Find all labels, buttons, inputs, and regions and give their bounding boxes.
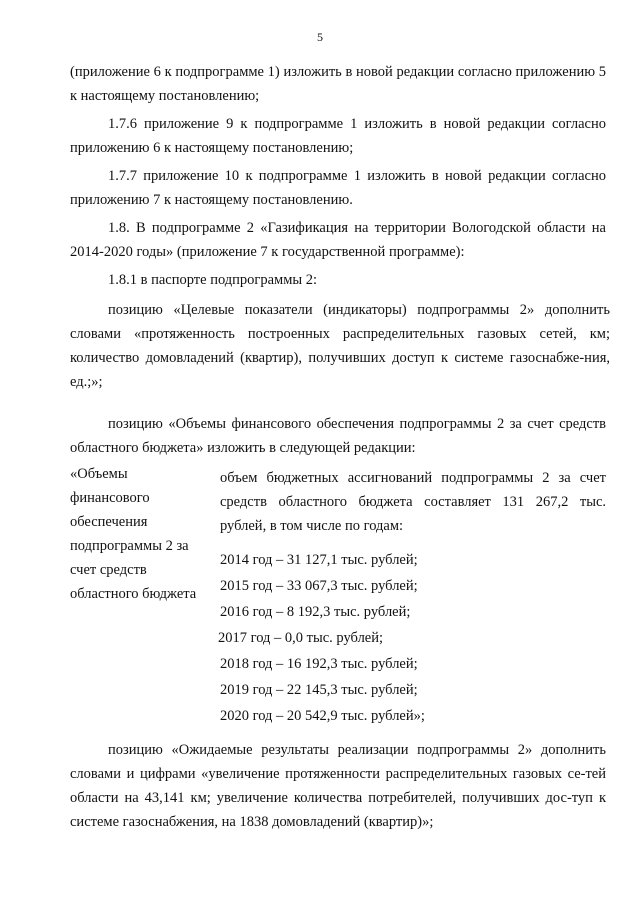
year-row: 2017 год – 0,0 тыс. рублей;	[218, 630, 384, 646]
paragraph-1-8-1: 1.8.1 в паспорте подпрограммы 2:	[108, 272, 318, 288]
table-left-line: обеспечения	[70, 514, 148, 530]
table-left-column	[70, 462, 210, 606]
year-row: 2016 год – 8 192,3 тыс. рублей;	[220, 604, 411, 620]
table-left-line: областного бюджета	[70, 586, 197, 602]
year-row: 2019 год – 22 145,3 тыс. рублей;	[220, 682, 418, 698]
year-row: 2015 год – 33 067,3 тыс. рублей;	[220, 578, 418, 594]
table-left-line: «Объемы	[70, 466, 128, 482]
paragraph-appendix-5: (приложение 6 к подпрограмме 1) изложить в новой редакции согласно приложению 5 к настоящему постановлению;	[70, 64, 606, 104]
table-left-line: подпрограммы 2 за	[70, 538, 189, 554]
table-intro-text: объем бюджетных ассигнований подпрограммы 2 за счет средств областного бюджета составляет 131 267,2 тыс. рублей, в том числе по годам:	[220, 470, 606, 534]
table-right-intro	[220, 466, 606, 538]
page-number: 5	[317, 30, 323, 44]
paragraph-1-8: 1.8. В подпрограмме 2 «Газификация на территории Вологодской области на 2014-2020 годы» (приложение 7 к государственной программе):	[70, 220, 606, 260]
paragraph-target-indicators: позицию «Целевые показатели (индикаторы) подпрограммы 2» дополнить словами «протяженность построенных распределительных газовых сетей, км; количество домовладений (квартир), получивших доступ к системе газоснабже-ния, ед.;»;	[70, 302, 610, 390]
paragraph-expected-results: позицию «Ожидаемые результаты реализации подпрограммы 2» дополнить словами и цифрами «увеличение протяженности распределительных газовых се-тей области на 43,141 км; увеличение количества потребителей, получивших дос-туп к системе газоснабжения, на 1838 домовладений (квартир)»;	[70, 742, 606, 830]
year-row: 2018 год – 16 192,3 тыс. рублей;	[220, 656, 418, 672]
table-left-line: счет средств	[70, 562, 147, 578]
year-row: 2020 год – 20 542,9 тыс. рублей»;	[220, 708, 425, 724]
table-left-line: финансового	[70, 490, 150, 506]
paragraph-1-7-7: 1.7.7 приложение 10 к подпрограмме 1 изложить в новой редакции согласно приложению 7 к настоящему постановлению.	[70, 168, 606, 208]
year-row: 2014 год – 31 127,1 тыс. рублей;	[220, 552, 418, 568]
paragraph-1-7-6: 1.7.6 приложение 9 к подпрограмме 1 изложить в новой редакции согласно приложению 6 к настоящему постановлению;	[70, 116, 606, 156]
paragraph-financing: позицию «Объемы финансового обеспечения подпрограммы 2 за счет средств областного бюджета» изложить в следующей редакции:	[70, 416, 606, 456]
